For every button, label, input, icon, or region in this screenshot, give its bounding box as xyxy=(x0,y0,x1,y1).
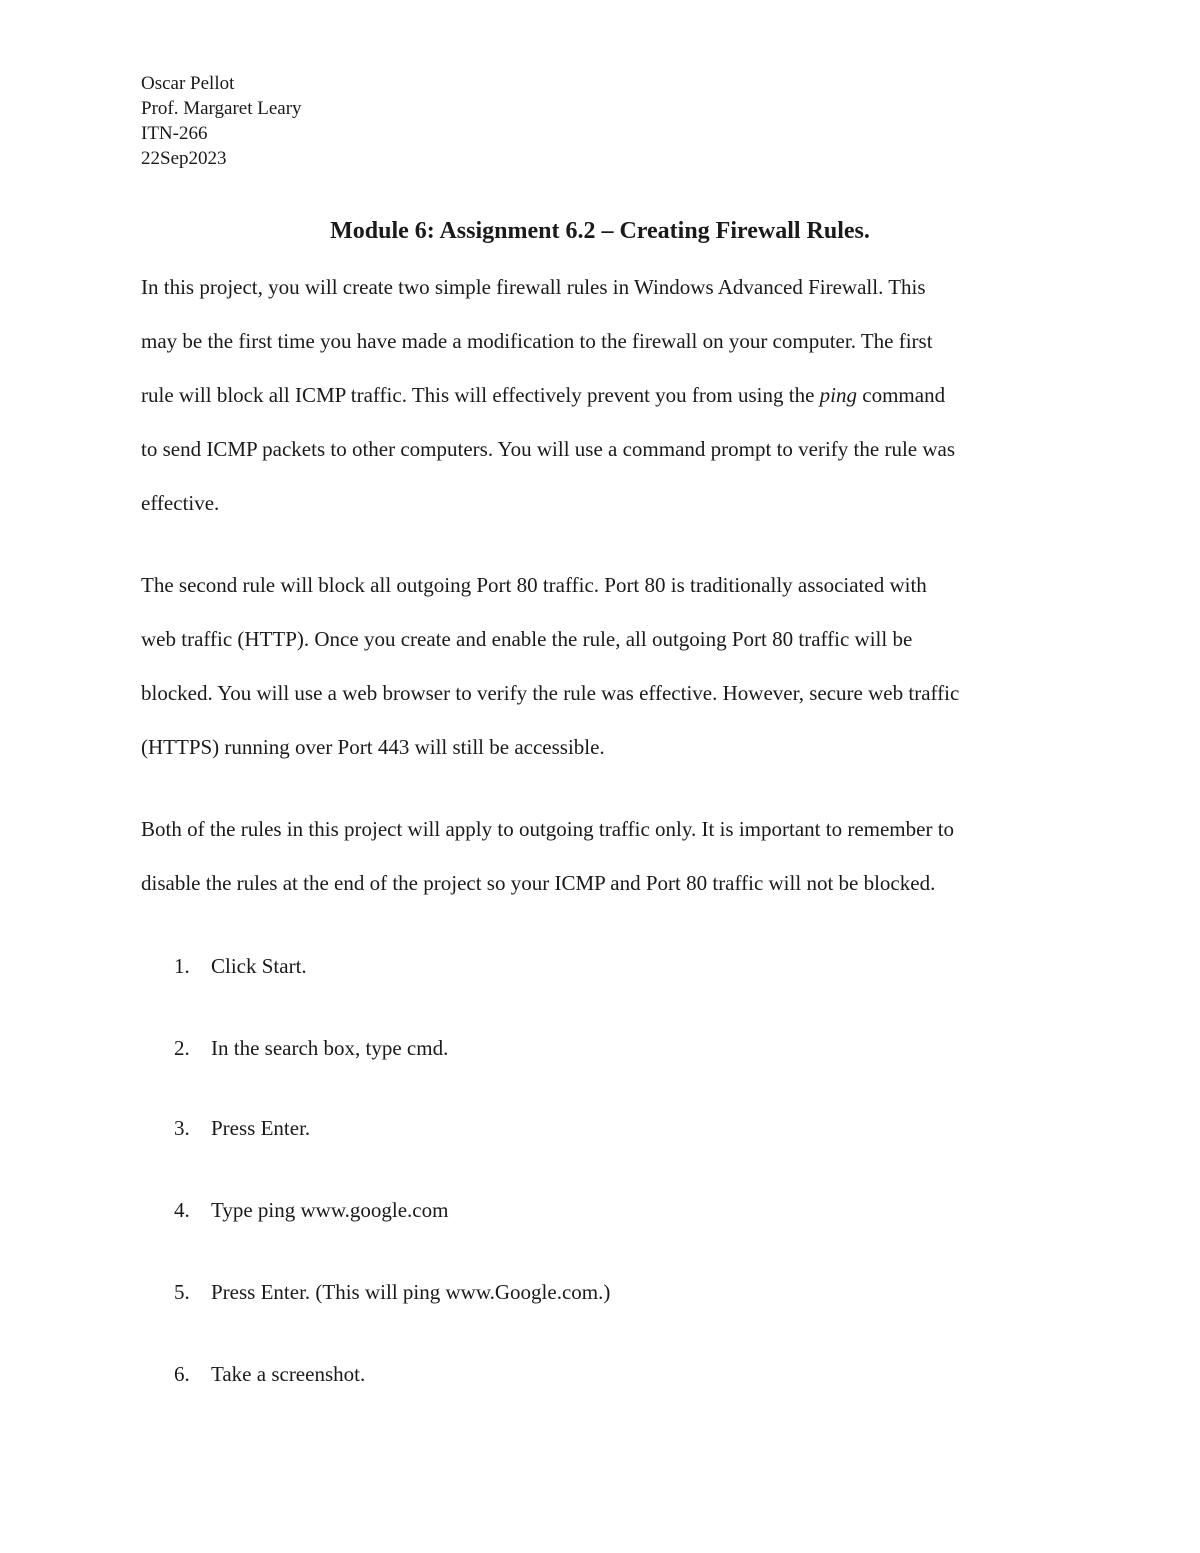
paragraph-line: blocked. You will use a web browser to verify the rule was effective. However, secure web traffic xyxy=(141,681,960,705)
heading-info xyxy=(141,71,302,171)
paragraph-line: to send ICMP packets to other computers. You will use a command prompt to verify the rule was xyxy=(141,437,956,461)
step-number: 2. xyxy=(174,1036,190,1060)
text-run: command xyxy=(857,383,946,407)
paragraph-line: web traffic (HTTP). Once you create and enable the rule, all outgoing Port 80 traffic will be xyxy=(141,627,913,651)
paragraph-line: disable the rules at the end of the project so your ICMP and Port 80 traffic will not be blocked. xyxy=(141,871,936,895)
paragraph-line: In this project, you will create two simple firewall rules in Windows Advanced Firewall. This xyxy=(141,275,926,299)
step-text: Click Start. xyxy=(211,954,307,978)
step-text: Type ping www.google.com xyxy=(211,1198,449,1222)
italic-term: ping xyxy=(819,383,858,407)
paragraph-line: Both of the rules in this project will apply to outgoing traffic only. It is important to remember to xyxy=(141,817,955,841)
paragraph-port80 xyxy=(141,558,1071,774)
step-number: 3. xyxy=(174,1116,190,1140)
paragraph-line: effective. xyxy=(141,491,220,515)
paragraph-line: may be the first time you have made a modification to the firewall on your computer. The first xyxy=(141,329,933,353)
author-name: Oscar Pellot xyxy=(141,73,235,94)
step-text: Take a screenshot. xyxy=(211,1362,366,1386)
paragraph-line: (HTTPS) running over Port 443 will still be accessible. xyxy=(141,735,605,759)
step-number: 6. xyxy=(174,1362,190,1386)
course-code: ITN-266 xyxy=(141,123,208,144)
step-text: Press Enter. (This will ping www.Google.com.) xyxy=(211,1280,611,1304)
professor-name: Prof. Margaret Leary xyxy=(141,98,302,119)
paragraph-intro xyxy=(141,260,1071,530)
paragraph-outgoing xyxy=(141,802,1071,910)
paragraph-line: The second rule will block all outgoing Port 80 traffic. Port 80 is traditionally associated with xyxy=(141,573,927,597)
submission-date: 22Sep2023 xyxy=(141,148,227,169)
step-number: 4. xyxy=(174,1198,190,1222)
step-text: In the search box, type cmd. xyxy=(211,1036,449,1060)
step-number: 1. xyxy=(174,954,190,978)
document-title: Module 6: Assignment 6.2 – Creating Firewall Rules. xyxy=(330,218,870,244)
step-number: 5. xyxy=(174,1280,190,1304)
step-text: Press Enter. xyxy=(211,1116,311,1140)
paragraph-line xyxy=(141,368,1071,422)
text-run: rule will block all ICMP traffic. This will effectively prevent you from using the xyxy=(141,383,820,407)
